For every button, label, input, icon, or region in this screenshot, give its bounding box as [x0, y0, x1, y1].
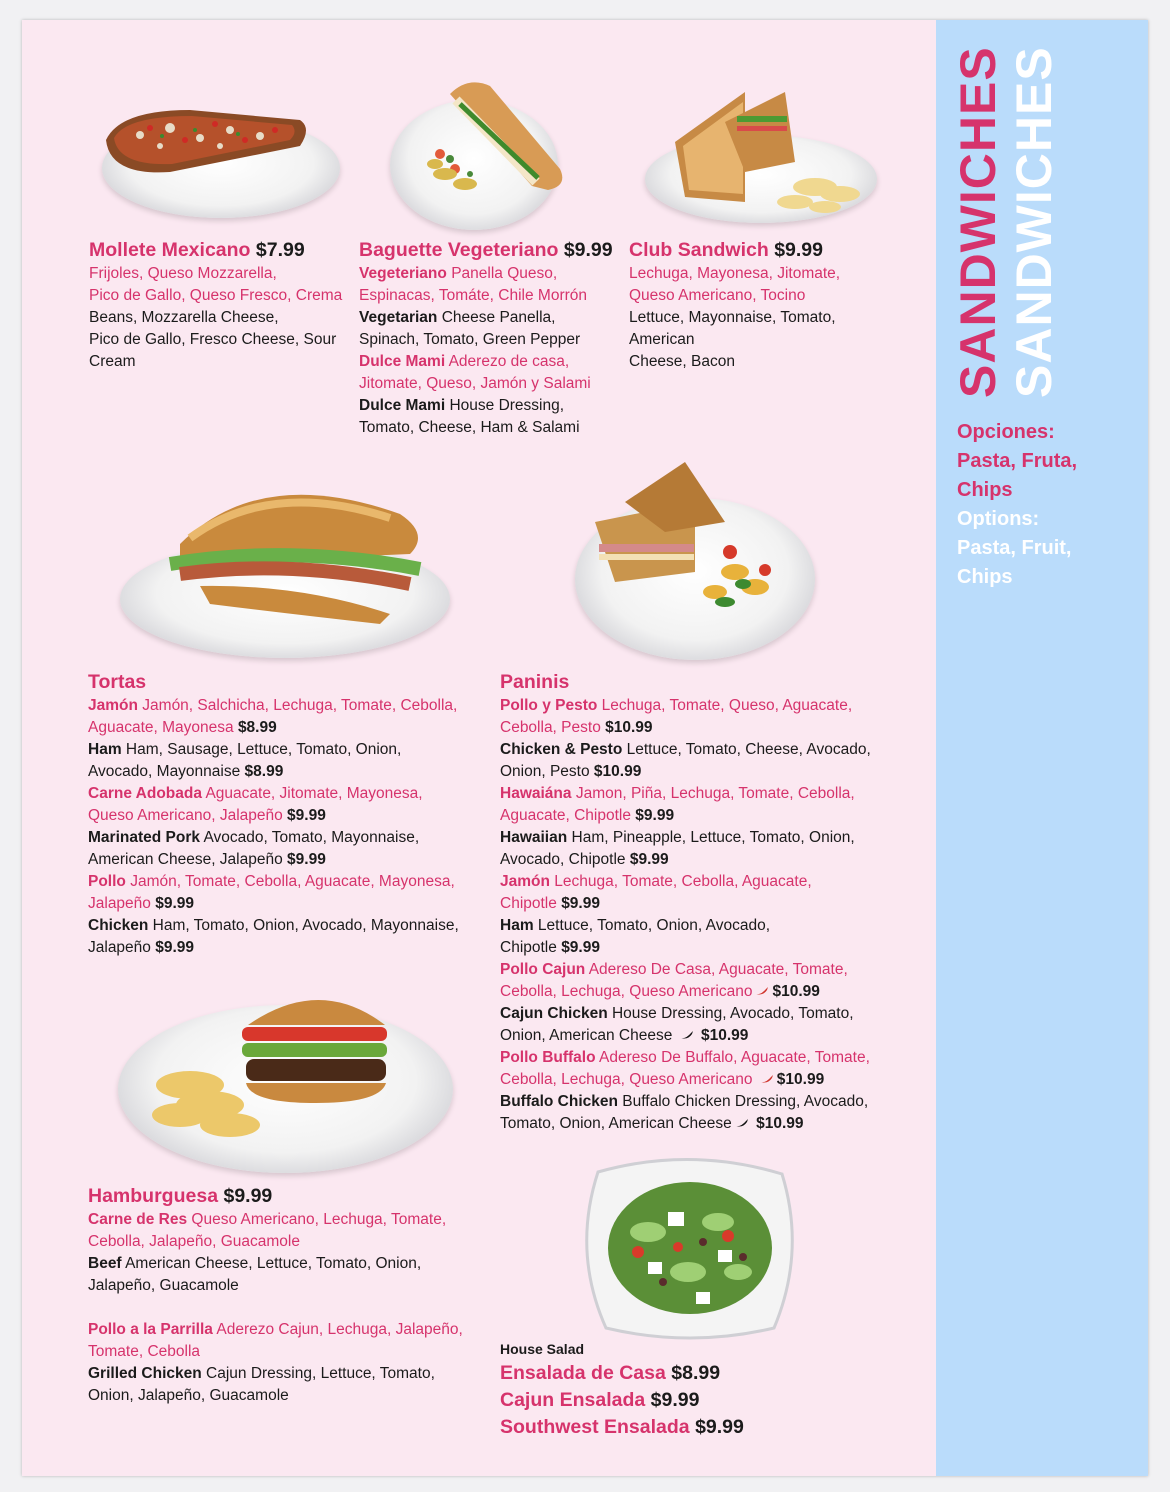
item-name: Ensalada de Casa [500, 1362, 666, 1384]
item-price: $8.99 [237, 719, 277, 736]
salad-item [500, 1414, 744, 1441]
desc-en: Lettuce, Tomato, Onion, Avocado, [537, 917, 771, 934]
desc-es: Cebolla, Lechuga, Queso Americano [500, 1071, 753, 1088]
desc-en: Jalapeño, Guacamole [88, 1277, 239, 1294]
desc-en: Beans, Mozzarella Cheese, [89, 309, 279, 326]
desc-en: Tomato, Cheese, Ham & Salami [359, 419, 580, 436]
item-name: Mollete Mexicano [89, 239, 251, 261]
options-line: Pasta, Fruit, [957, 537, 1072, 559]
item-price: $9.99 [650, 1389, 700, 1411]
item-price: $9.99 [695, 1416, 744, 1438]
desc-en: Lettuce, Tomato, Cheese, Avocado, [626, 741, 871, 758]
desc-es: Adereso De Casa, Aguacate, Tomate, [588, 961, 848, 978]
item-price: $10.99 [605, 719, 653, 736]
desc-es: Aguacate, Mayonesa [88, 719, 234, 736]
variant-label: Jamón [88, 697, 138, 714]
section-title-primary: SANDWICHES [950, 46, 1006, 398]
desc-es: Chipotle [500, 895, 557, 912]
chili-pepper-icon [735, 1118, 749, 1128]
variant-label: Dulce Mami [359, 353, 446, 370]
desc-es: Aderezo de casa, [448, 353, 570, 370]
desc-es: Panella Queso, [451, 265, 558, 282]
baguette-item [359, 238, 613, 439]
variant-label: Ham [500, 917, 534, 934]
item-price: $10.99 [772, 983, 820, 1000]
item-price: $10.99 [756, 1115, 804, 1132]
desc-en: Ham, Tomato, Onion, Avocado, Mayonnaise, [152, 917, 459, 934]
variant-label: Vegeteriano [359, 265, 447, 282]
item-price: $9.99 [774, 239, 823, 261]
desc-en: Cheese, Bacon [629, 353, 735, 370]
desc-en: Tomato, Onion, American Cheese [500, 1115, 732, 1132]
desc-es: Aderezo Cajun, Lechuga, Jalapeño, [216, 1321, 463, 1338]
desc-en: Avocado, Tomato, Mayonnaise, [203, 829, 420, 846]
item-name: Baguette Vegeteriano [359, 239, 559, 261]
desc-en: Onion, American Cheese [500, 1027, 673, 1044]
item-price: $7.99 [255, 239, 305, 261]
variant-label: Dulce Mami [359, 397, 446, 414]
tortas-section [88, 670, 459, 959]
desc-en: Jalapeño [88, 939, 151, 956]
opciones-line: Chips [957, 479, 1013, 501]
variant-label: Marinated Pork [88, 829, 200, 846]
desc-en: Cheese Panella, [441, 309, 556, 326]
options-line: Chips [957, 566, 1013, 588]
variant-label: Jamón [500, 873, 550, 890]
opciones-line: Pasta, Fruta, [957, 450, 1078, 472]
salads-section [500, 1338, 744, 1441]
side-options [957, 418, 1077, 592]
variant-label: Vegetarian [359, 309, 438, 326]
desc-es: Pico de Gallo, Queso Fresco, Crema [89, 287, 343, 304]
desc-en: Ham, Sausage, Lettuce, Tomato, Onion, [125, 741, 402, 758]
desc-es: Jamon, Piña, Lechuga, Tomate, Cebolla, [575, 785, 855, 802]
variant-label: Carne Adobada [88, 785, 202, 802]
desc-en: American Cheese, Jalapeño [88, 851, 283, 868]
item-price: $9.99 [287, 807, 326, 824]
desc-es: Queso Americano, Jalapeño [88, 807, 283, 824]
desc-es: Aguacate, Chipotle [500, 807, 631, 824]
section-title [950, 46, 1070, 398]
opciones-line: Opciones: [957, 421, 1055, 443]
item-price: $9.99 [223, 1185, 273, 1207]
item-price: $9.99 [561, 895, 600, 912]
variant-label: Cajun Chicken [500, 1005, 608, 1022]
item-price: $9.99 [155, 939, 195, 956]
desc-es: Cebolla, Jalapeño, Guacamole [88, 1233, 300, 1250]
item-price: $10.99 [593, 763, 642, 780]
section-heading: Tortas [88, 671, 147, 693]
chili-pepper-icon [760, 1074, 774, 1084]
desc-es: Lechuga, Tomate, Cebolla, Aguacate, [554, 873, 812, 890]
item-price: $9.99 [635, 807, 675, 824]
desc-es: Jamón, Tomate, Cebolla, Aguacate, Mayonesa, [130, 873, 455, 890]
desc-es: Tomate, Cebolla [88, 1343, 201, 1360]
item-name: Hamburguesa [88, 1185, 219, 1207]
desc-es: Cebolla, Lechuga, Queso Americano [500, 983, 753, 1000]
variant-label: Chicken & Pesto [500, 741, 623, 758]
section-heading: Paninis [500, 671, 570, 693]
options-line: Options: [957, 508, 1040, 530]
desc-en: Chipotle [500, 939, 557, 956]
item-price: $10.99 [700, 1027, 749, 1044]
desc-es: Jalapeño [88, 895, 151, 912]
desc-en: Onion, Pesto [500, 763, 590, 780]
variant-label: Pollo y Pesto [500, 697, 598, 714]
desc-en: Onion, Jalapeño, Guacamole [88, 1387, 289, 1404]
club-item [629, 238, 840, 373]
item-name: Cajun Ensalada [500, 1389, 646, 1411]
desc-es: Cebolla, Pesto [500, 719, 601, 736]
salad-item [500, 1387, 744, 1414]
item-price: $8.99 [671, 1362, 721, 1384]
item-name: Southwest Ensalada [500, 1416, 690, 1438]
desc-es: Jitomate, Queso, Jamón y Salami [359, 375, 591, 392]
variant-label: Beef [88, 1255, 122, 1272]
variant-label: Hawaiian [500, 829, 568, 846]
section-title-secondary: SANDWICHES [1006, 46, 1062, 398]
desc-en: Spinach, Tomato, Green Pepper [359, 331, 581, 348]
variant-label: Ham [88, 741, 122, 758]
desc-en: Pico de Gallo, Fresco Cheese, Sour [89, 331, 337, 348]
desc-es: Frijoles, Queso Mozzarella, [89, 265, 277, 282]
chili-pepper-icon [680, 1030, 694, 1040]
salad-item [500, 1360, 744, 1387]
variant-label: Hawaiána [500, 785, 572, 802]
variant-label: Grilled Chicken [88, 1365, 202, 1382]
desc-en: Ham, Pineapple, Lettuce, Tomato, Onion, [571, 829, 855, 846]
desc-en: Cajun Dressing, Lettuce, Tomato, [206, 1365, 435, 1382]
desc-es: Jamón, Salchicha, Lechuga, Tomate, Cebolla, [142, 697, 458, 714]
item-price: $9.99 [563, 239, 613, 261]
desc-en: Avocado, Chipotle [500, 851, 626, 868]
chili-pepper-icon [755, 986, 769, 996]
desc-es: Lechuga, Tomate, Queso, Aguacate, [601, 697, 853, 714]
desc-es: Espinacas, Tomáte, Chile Morrón [359, 287, 588, 304]
item-price: $9.99 [561, 939, 600, 956]
variant-label: Pollo a la Parrilla [88, 1321, 213, 1338]
desc-en: Buffalo Chicken Dressing, Avocado, [622, 1093, 869, 1110]
variant-label: Pollo [88, 873, 126, 890]
desc-en: House Dressing, Avocado, Tomato, [611, 1005, 854, 1022]
desc-es: Queso Americano, Tocino [629, 287, 806, 304]
desc-es: Queso Americano, Lechuga, Tomate, [191, 1211, 447, 1228]
section-heading: House Salad [500, 1341, 585, 1357]
item-price: $10.99 [776, 1071, 825, 1088]
desc-es: Adereso De Buffalo, Aguacate, Tomate, [599, 1049, 870, 1066]
hamburguesa-section [88, 1184, 463, 1407]
desc-en: Avocado, Mayonnaise [88, 763, 241, 780]
item-price: $9.99 [287, 851, 326, 868]
variant-label: Chicken [88, 917, 149, 934]
desc-en: Lettuce, Mayonnaise, Tomato, [629, 309, 836, 326]
item-price: $9.99 [629, 851, 669, 868]
desc-en: Cream [89, 353, 136, 370]
variant-label: Buffalo Chicken [500, 1093, 618, 1110]
desc-es: Aguacate, Jitomate, Mayonesa, [205, 785, 423, 802]
variant-label: Pollo Buffalo [500, 1049, 596, 1066]
desc-en: American [629, 331, 695, 348]
variant-label: Pollo Cajun [500, 961, 586, 978]
item-price: $9.99 [155, 895, 195, 912]
desc-es: Lechuga, Mayonesa, Jitomate, [629, 265, 841, 282]
desc-en: House Dressing, [449, 397, 565, 414]
desc-en: American Cheese, Lettuce, Tomato, Onion, [125, 1255, 422, 1272]
item-name: Club Sandwich [629, 239, 769, 261]
item-price: $8.99 [244, 763, 284, 780]
variant-label: Carne de Res [88, 1211, 188, 1228]
paninis-section [500, 670, 871, 1135]
mollete-item [89, 238, 342, 373]
